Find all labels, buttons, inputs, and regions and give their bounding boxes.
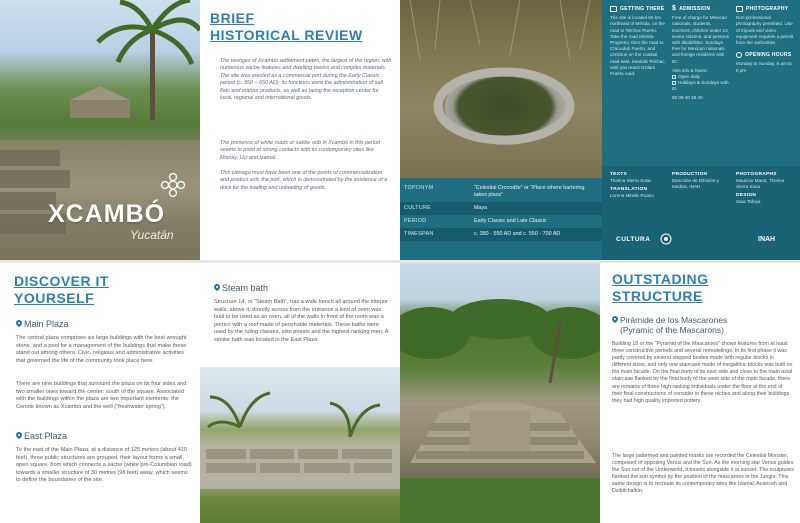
history-paragraph-3: This ciénaga must have been one of the points of commercialization and product exit, the port, which is demonstrated by the existence of a dock for the loading and unloading of goods. (220, 170, 388, 191)
history-paragraph-2: The presence of white roads or sakbe´oob in Xcambó in this period seems to point at strong contacts with its contemporary sites like Misnay, Uci and Izamal. (220, 140, 381, 161)
east-plaza-heading (16, 431, 67, 441)
table-row (400, 182, 602, 202)
main-plaza-title: Main Plaza (24, 319, 69, 329)
steam-bath-panel (200, 263, 400, 523)
hours-text: Monday to Sunday, 8 am to 5 pm (736, 61, 792, 73)
getting-there-title: GETTING THERE (620, 6, 665, 12)
outstanding-title-line2: STRUCTURE (612, 288, 703, 304)
pyramid-paragraph-1: Building 18 or the “Pyramid of the Mascarons” shows features from at least three constructive periods and several remodelings. In its first phase it was partly covered by several stepped bodies made with regular blocks in different sizes, and only one staircase made of megalithic blocks was built on the main facade. On the final body of its east side and close to the main axial staircase flanked by the final body of the west side of the main facade, there are remains of three high ranking individuals under the floor at the end of their final constructions of consider in these niches and along their buildings they had high quality imported pottery. (612, 341, 793, 404)
admission-extra: Visit info & hours: (672, 67, 708, 73)
steam-bath-text: Structure 14, or “Steam Bath”, has a wide bench all around the interior walls, above it, directly across from the entrance a kind of oven was built to be used as an oven, all of the walls in front of the room was a portico with a roof made of perishable materials. These baths were used by the ruling classes, also priests and the highest ranking men. A similar bath was located in the East Plaza. (214, 299, 389, 343)
location-pin-icon (16, 320, 22, 328)
location-pin-icon (612, 316, 618, 324)
design-label: DESIGN (736, 193, 757, 198)
history-panel (200, 0, 400, 260)
cultura-logo: CULTURA (616, 236, 651, 243)
main-plaza-paragraph-2: There are nine buildings that surround the plaza on its four sides and two smaller ones toward the center: south of the square. Associated with the buildings within the plaza are two important elements: the Cenote known as Xcambó and the well (“freshwater spring”). (16, 381, 187, 410)
facts-panel (400, 0, 602, 260)
outstanding-title-line1: OUTSTADING (612, 271, 709, 287)
steam-bath-graphic (200, 367, 400, 523)
pyramid-title-line1: Pirámide de los Mascarones (620, 315, 728, 325)
facts-value: Early Classic and Late Classic (470, 215, 602, 228)
clock-icon (736, 52, 742, 58)
table-row (400, 228, 602, 241)
facts-value: “Celestial Crocodile” or “Place where bartering takes place” (470, 182, 602, 202)
getting-there-section (610, 6, 666, 77)
admission-option: Open daily (672, 74, 730, 80)
cover-subtitle: Yucatán (130, 228, 174, 242)
translation-label: TRANSLATION (610, 187, 648, 192)
admission-section (672, 6, 730, 101)
pyramid-title-line2: (Pyramic of the Mascarons) (620, 325, 724, 335)
checkbox-icon (672, 75, 676, 79)
facts-value: Maya (470, 202, 602, 215)
xcambo-logo-icon (160, 172, 186, 198)
facts-key: PERIOD (400, 215, 470, 228)
steam-bath-title: Steam bath (222, 283, 269, 293)
facts-value: c. 350 - 550 AD and c. 550 - 700 AD (470, 228, 602, 241)
history-paragraph-1: The vestiges of Xcambó settlement petén, the largest of the region, with numerous sacbe features and dwelling basins and complex materials. The site was erected as a commercial port during the Early Classic period (c. 350 – 650 AD); its functions were the administration of salt flats and marine products, as well as being the reception center for local, regional and international goods. (220, 58, 392, 102)
pyramid-paragraph-2: The large patterned and painted masks are recorded the Celestial Monster, composed of opposing Venus and the Sun. As the morning star Venus guides the Sun out of the Underworld, it travels alongside it at sunset. The sculptures flanked the sun symbol by the position of the mascarons in the Jungle. This same design is to recreate its contemporary sites like Izamal, Acanceh and Dzibilchaltún. (612, 453, 794, 495)
facts-key: CULTURE (400, 202, 470, 215)
production-label: PRODUCTION (672, 172, 708, 177)
history-title-line1: BRIEF (210, 10, 255, 26)
dollar-icon: $ (672, 5, 677, 12)
facts-table (400, 182, 602, 241)
location-pin-icon (214, 284, 220, 292)
pyramid-photo (400, 263, 600, 523)
hours-title: OPENING HOURS (745, 52, 792, 59)
east-plaza-title: East Plaza (24, 431, 68, 441)
discover-title-line2: YOURSELF (14, 290, 95, 306)
production-value: Dirección de Difusión y Medios, INAH (672, 178, 719, 189)
vegetation-graphic (400, 0, 602, 178)
camera-icon (736, 6, 743, 12)
outstanding-panel (600, 263, 800, 523)
admission-title: ADMISSION (679, 6, 711, 12)
admission-text: Free of charge for Mexican nationals, students, teachers, children under 13, senior citizens, and persons with disabilities. Sundays free for Mexican nationals and foreign residents with ID. (672, 15, 729, 64)
admission-phone: 55 09 40 46 48 (672, 94, 703, 100)
facts-key: TIMESPAN (400, 228, 470, 241)
pyramid-photo-panel (400, 263, 600, 523)
cover-title: XCAMBÓ (48, 200, 166, 228)
translation-value: Lorena Mirelle Ruano (610, 193, 654, 198)
getting-there-text: The site is located 60 km northeast of Mérida, on the road to Telchac Puerto. Take the road Mérida-Progreso; then the road to Chicxulub Puerto, and continue on the coastal road east, towards Telchac, until you reach Dzilam Puerto road. (610, 15, 666, 77)
inah-logo: INAH (758, 236, 776, 243)
well-photo (400, 0, 602, 178)
table-row (400, 202, 602, 215)
info-panel (602, 0, 800, 260)
pyramid-graphic (400, 263, 600, 523)
east-plaza-paragraph: To the east of the Main Plaza, at a distance of 125 meters (about 410 feet), three public structures are grouped, their layout forms a small, open square, from which connects a sacbe (white pre-Columbian road) towards a smaller structure of 30 metres (98 feet) away, which seems to define the boundaries of the site. (16, 447, 192, 484)
checkbox-icon (672, 81, 676, 85)
car-icon (610, 6, 617, 12)
design-value: Sara Tafoya (736, 199, 761, 204)
texts-value: Thelma Sierra Sosa (610, 178, 651, 183)
cover-panel (0, 0, 200, 260)
pyramid-heading (612, 315, 796, 335)
photography-section (736, 6, 794, 74)
photography-text: Non-professional photography permitted. Use of tripods and video equipment requires a permit from the authorities. (736, 15, 794, 46)
history-title-line2: HISTORICAL REVIEW (210, 27, 363, 43)
texts-label: TEXTS (610, 172, 627, 177)
discover-title-line1: DISCOVER IT (14, 273, 109, 289)
emblem-icon (660, 233, 672, 245)
main-plaza-heading (16, 319, 69, 329)
discover-panel (0, 263, 200, 523)
photography-title: PHOTOGRAPHY (746, 6, 789, 12)
admission-option: Holidays & Sundays with ID (672, 80, 729, 92)
photographs-value: Mauricio Marat, Thelma Sierra Sosa (736, 178, 785, 189)
table-row (400, 215, 602, 228)
steam-bath-heading (214, 283, 268, 293)
photographs-label: PHOTOGRAPHS (736, 172, 777, 177)
steam-bath-photo (200, 367, 400, 523)
main-plaza-paragraph-1: The central plaza comprises six large buildings with the best wrought stone, and a pool for a management of the buildings that make these stand out among others. Civic, religious and administrative activities that governed the life of the community took place here. (16, 335, 187, 364)
facts-key: TOPONYM (400, 182, 470, 202)
location-pin-icon (16, 432, 22, 440)
